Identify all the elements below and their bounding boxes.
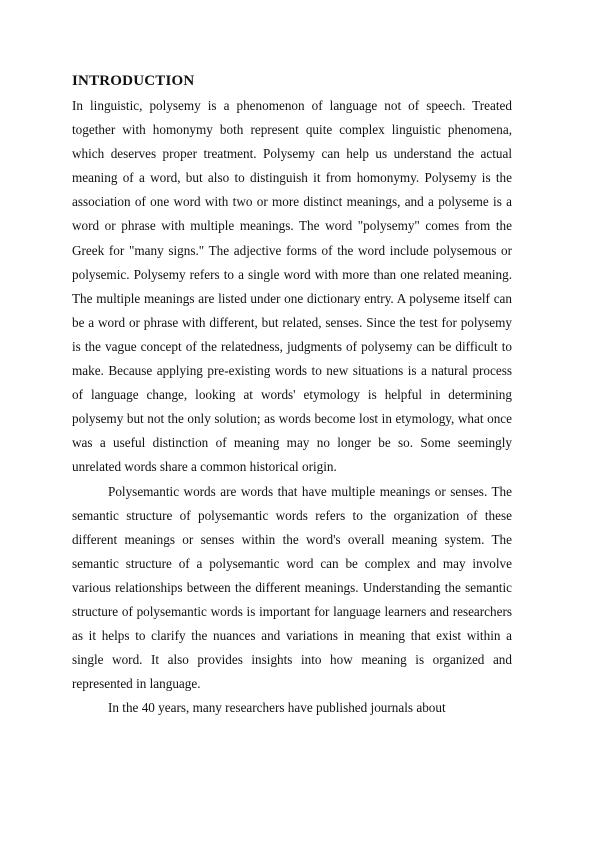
paragraph-3: In the 40 years, many researchers have published journals about bbox=[108, 700, 446, 716]
section-heading: INTRODUCTION bbox=[72, 73, 195, 89]
document-body bbox=[72, 70, 512, 720]
paragraph-1: In linguistic, polysemy is a phenomenon of language not of speech. Treated together with homonymy both represent quite complex linguistic phenomena, which deserves proper treatment. Polysemy can help us understand the actual meaning of a word, but also to distinguish it from homonymy. Polysemy is the association of one word with two or more distinct meanings, and a polyseme is a word or phrase with multiple meanings. The word "polysemy" comes from the Greek for "many signs." The adjective forms of the word include polysemous or polysemic. Polysemy refers to a single word with more than one related meaning. The multiple meanings are listed under one dictionary entry. A polyseme itself can be a word or phrase with different, but related, senses. Since the test for polysemy is the vague concept of the relatedness, judgments of polysemy can be difficult to make. Because applying pre-existing words to new situations is a natural process of language change, looking at words' etymology is helpful in determining polysemy but not the only solution; as words become lost in etymology, what once was a useful distinction of meaning may no longer be so. Some seemingly unrelated words share a common historical origin. bbox=[72, 98, 512, 475]
paragraph-2: Polysemantic words are words that have multiple meanings or senses. The semantic structure of polysemantic words refers to the organization of these different meanings or senses within the word's overall meaning system. The semantic structure of a polysemantic word can be complex and may involve various relationships between the different meanings. Understanding the semantic structure of polysemantic words is important for language learners and researchers as it helps to clarify the nuances and variations in meaning that exist within a single word. It also provides insights into how meaning is organized and represented in language. bbox=[72, 483, 512, 692]
